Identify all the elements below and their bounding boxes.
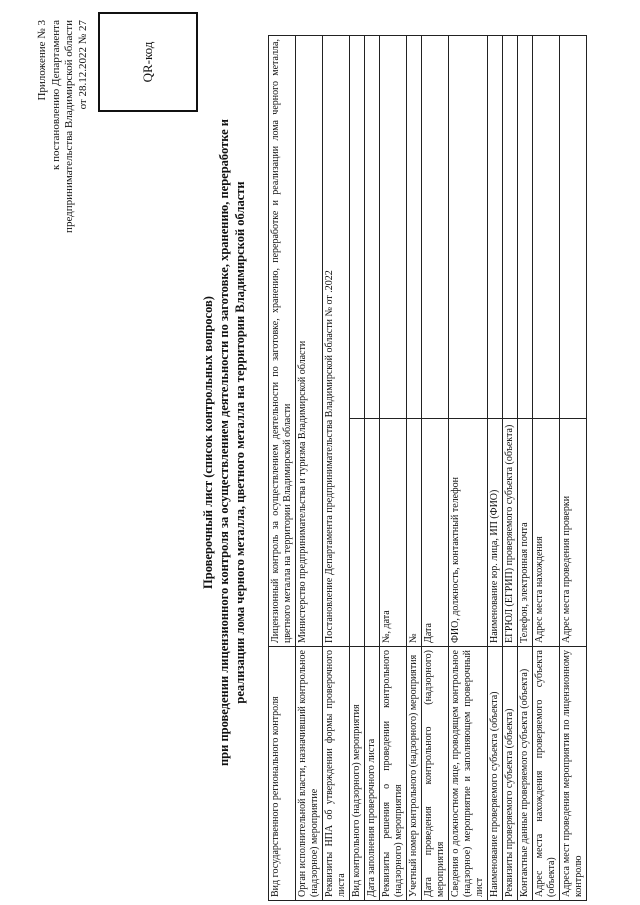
table-row bbox=[449, 36, 488, 901]
table-row bbox=[422, 36, 449, 901]
table-row bbox=[380, 36, 407, 901]
document-title bbox=[200, 40, 248, 845]
table-row bbox=[533, 36, 560, 901]
row-label: Орган исполнительной власти, назначивший контрольное (надзорное) мероприятие bbox=[296, 647, 323, 901]
row-label: Сведения о должностном лице, проводящем контрольное (надзорное) мероприятие и заполняющем проверочный лист bbox=[449, 647, 488, 901]
row-value: ФИО, должность, контактный телефон bbox=[449, 419, 488, 647]
row-value: № bbox=[407, 419, 422, 647]
row-extra-cell bbox=[407, 36, 422, 419]
row-extra-cell bbox=[350, 36, 365, 419]
row-extra-cell bbox=[380, 36, 407, 419]
row-value: ЕГРЮЛ (ЕГРИП) проверяемого субъекта (объекта) bbox=[503, 419, 518, 647]
row-value: Адрес места нахождения bbox=[533, 419, 560, 647]
qr-code-label: QR-код bbox=[140, 41, 155, 83]
appendix-resolution-ref: к постановлению Департамента bbox=[49, 20, 62, 171]
table-row bbox=[323, 36, 350, 901]
row-label: Учетный номер контрольного (надзорного) мероприятия bbox=[407, 647, 422, 901]
row-value: Лицензионный контроль за осуществлением деятельности по заготовке, хранению, переработке и реализации лома черного металла, цветного металла на территории Владимирской области bbox=[269, 36, 296, 647]
title-line-2: при проведении лицензионного контроля за осуществлением деятельности по заготовке, хранению, переработке и bbox=[217, 118, 231, 767]
row-label: Наименование проверяемого субъекта (объекта) bbox=[488, 647, 503, 901]
row-extra-cell bbox=[365, 36, 380, 419]
qr-code-placeholder bbox=[98, 12, 198, 112]
table-row bbox=[488, 36, 503, 901]
row-extra-cell bbox=[422, 36, 449, 419]
table-row bbox=[407, 36, 422, 901]
row-value: Адрес места проведения проверки bbox=[560, 419, 587, 647]
title-line-3: реализации лома черного металла, цветного металла на территории Владимирской области bbox=[233, 181, 247, 704]
row-value: Постановление Департамента предпринимательства Владимирской области № от .2022 bbox=[323, 36, 350, 647]
table-row bbox=[560, 36, 587, 901]
table-row bbox=[350, 36, 365, 901]
row-value bbox=[350, 419, 365, 647]
table-row bbox=[518, 36, 533, 901]
row-label: Вид государственного регионального контроля bbox=[269, 647, 296, 901]
row-value: Министерство предпринимательства и туризма Владимирской области bbox=[296, 36, 323, 647]
appendix-number: Приложение № 3 bbox=[36, 20, 48, 101]
row-label: Реквизиты НПА об утверждении формы проверочного листа bbox=[323, 647, 350, 901]
table-row bbox=[296, 36, 323, 901]
row-extra-cell bbox=[533, 36, 560, 419]
row-extra-cell bbox=[488, 36, 503, 419]
row-label: Адрес места нахождения проверяемого субъекта (объекта) bbox=[533, 647, 560, 901]
appendix-header bbox=[36, 20, 90, 350]
table-row bbox=[365, 36, 380, 901]
row-label: Реквизиты решения о проведении контрольного (надзорного) мероприятия bbox=[380, 647, 407, 901]
title-line-1: Проверочный лист (список контрольных вопросов) bbox=[201, 296, 215, 589]
checklist-table bbox=[268, 35, 587, 901]
row-label: Адреса мест проведения мероприятия по лицензионному контролю bbox=[560, 647, 587, 901]
row-extra-cell bbox=[560, 36, 587, 419]
row-extra-cell bbox=[449, 36, 488, 419]
row-value: Телефон, электронная почта bbox=[518, 419, 533, 647]
row-label: Вид контрольного (надзорного) мероприятия bbox=[350, 647, 365, 901]
appendix-department: предпринимательства Владимирской области bbox=[63, 20, 75, 233]
table-row bbox=[503, 36, 518, 901]
row-value: №, дата bbox=[380, 419, 407, 647]
table-row bbox=[269, 36, 296, 901]
row-extra-cell bbox=[518, 36, 533, 419]
row-extra-cell bbox=[503, 36, 518, 419]
row-value bbox=[365, 419, 380, 647]
row-label: Контактные данные проверяемого субъекта (объекта) bbox=[518, 647, 533, 901]
row-label: Дата заполнения проверочного листа bbox=[365, 647, 380, 901]
row-value: Дата bbox=[422, 419, 449, 647]
row-value: Наименование юр. лица, ИП (ФИО) bbox=[488, 419, 503, 647]
appendix-date-number: от 28.12.2022 № 27 bbox=[76, 20, 89, 110]
row-label: Реквизиты проверяемого субъекта (объекта) bbox=[503, 647, 518, 901]
row-label: Дата проведения контрольного (надзорного) мероприятия bbox=[422, 647, 449, 901]
